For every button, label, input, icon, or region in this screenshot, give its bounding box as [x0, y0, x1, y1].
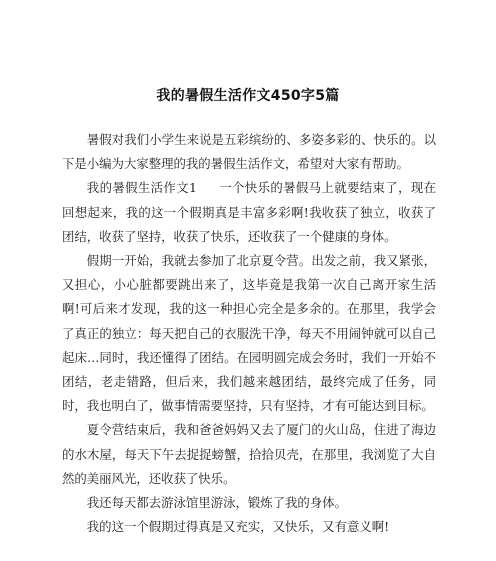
essay-1-heading: 我的暑假生活作文1	[86, 180, 197, 196]
essay-1-paragraph-2: 假期一开始，我就去参加了北京夏令营。出发之前，我又紧张，又担心，小心脏都要跳出来了，这毕竟是我第一次自己离开家生活啊!可后来才发现，我的这一种担心完全是多余的。在那里，我学会了真正的独立：每天把自己的衣服洗干净，每天不用闹钟就可以自己起床…同时，我还懂得了团结。在园明圆完成会务时，我们一开始不团结，老走错路，但后来，我们越来越团结，最终完成了任务，同时，我也明白了，做事情需要坚持，只有坚持，才有可能达到目标。	[62, 253, 436, 414]
article-title: 我的暑假生活作文450字5篇	[156, 88, 340, 104]
article-body	[62, 128, 436, 539]
essay-1-paragraph-4: 我还每天都去游泳馆里游泳，锻炼了我的身体。	[86, 495, 347, 511]
intro-paragraph: 暑假对我们小学生来说是五彩缤纷的、多姿多彩的、快乐的。以下是小编为大家整理的我的暑假生活作文，希望对大家有帮助。	[62, 132, 436, 172]
essay-1-paragraph-5: 我的这一个假期过得真是又充实，又快乐，又有意义啊!	[86, 519, 390, 535]
essay-1-first-paragraph	[62, 176, 436, 249]
essay-1-paragraph-1-text: 一个快乐的暑假马上就要结束了，现在回想起来，我的这一个假期真是丰富多彩啊!我收获了独立，收获了团结，收获了坚持，收获了快乐，还收获了一个健康的身体。	[62, 180, 437, 244]
essay-1-paragraph-3: 夏令营结束后，我和爸爸妈妈又去了厦门的火山岛，住进了海边的水木屋，每天下午去捉捉螃蟹，拾拾贝壳，在那里，我浏览了大自然的美丽风光，还收获了快乐。	[62, 422, 436, 486]
